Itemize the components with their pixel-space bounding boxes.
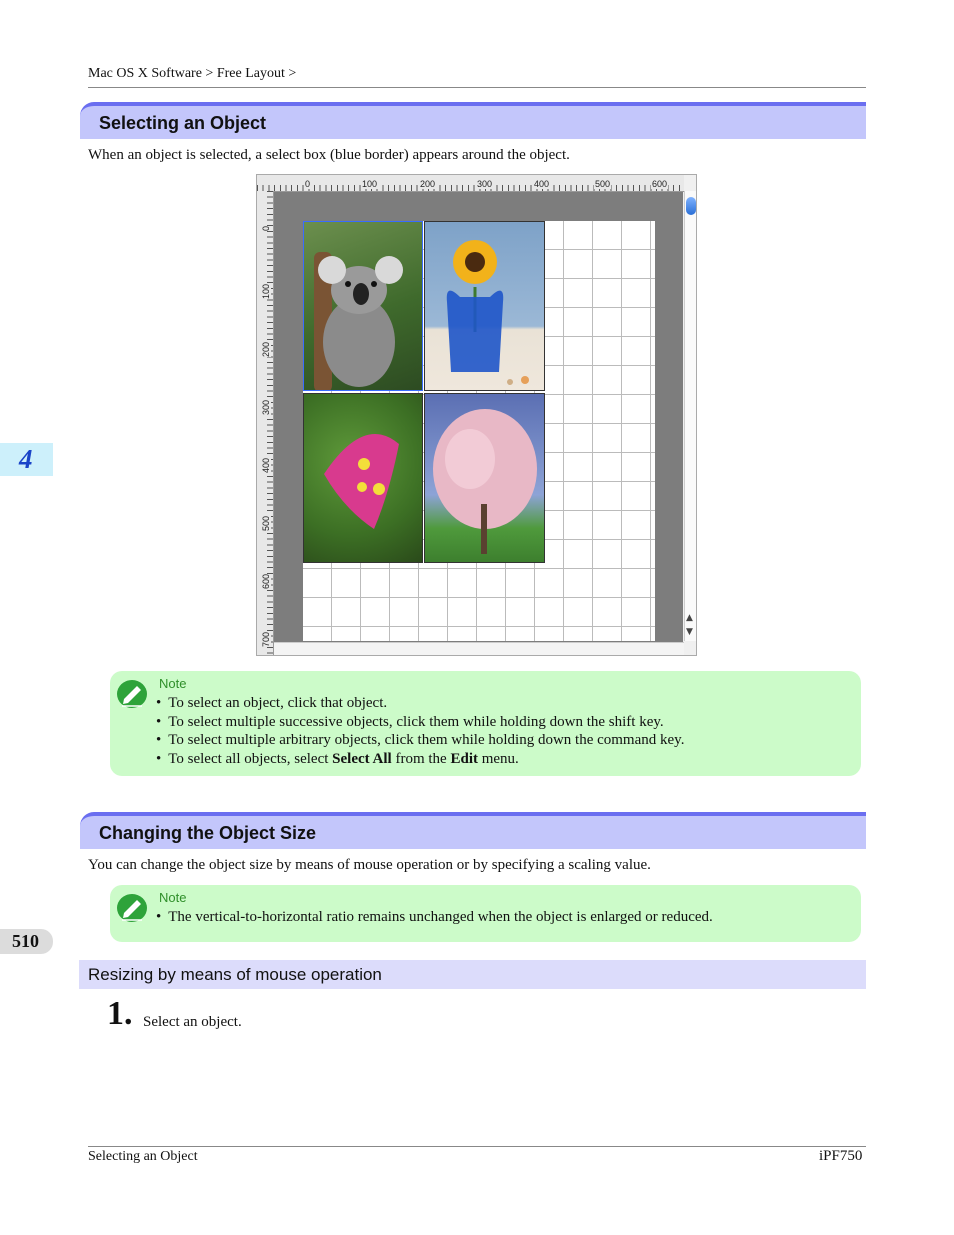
chapter-number: 4 <box>19 444 33 474</box>
section-title: Selecting an Object <box>99 113 267 133</box>
note-item-select-all: • To select all objects, select Select All from the Edit menu. <box>156 750 684 769</box>
menu-command-select-all: Select All <box>332 750 392 767</box>
note-item: • To select multiple successive objects, click them while holding down the shift key. <box>156 713 684 732</box>
step-text: Select an object. <box>143 1014 242 1030</box>
ruler-tick-label: 100 <box>362 179 378 189</box>
ruler-tick-label: 500 <box>261 515 271 531</box>
pencil-note-icon <box>116 679 148 709</box>
section-heading-selecting <box>80 102 866 139</box>
ruler-tick-label: 200 <box>420 179 436 189</box>
horizontal-scrollbar[interactable] <box>274 642 684 656</box>
note-box <box>110 671 861 776</box>
scroll-thumb[interactable] <box>686 197 696 215</box>
subsection-title: Resizing by means of mouse operation <box>88 965 382 984</box>
note-box <box>110 885 861 942</box>
note-item: • The vertical-to-horizontal ratio remains unchanged when the object is enlarged or reduced. <box>156 908 713 927</box>
vertical-ruler <box>257 191 274 656</box>
free-layout-screenshot <box>256 174 697 656</box>
ruler-tick-label: 400 <box>261 457 271 473</box>
footer-model-name: iPF750 <box>819 1148 863 1164</box>
page-number: 510 <box>12 931 39 951</box>
footer-rule <box>88 1146 866 1147</box>
subsection-heading <box>79 960 866 989</box>
photo-cherry-tree[interactable] <box>424 393 545 563</box>
sunflower-image <box>425 222 545 391</box>
ruler-tick-label: 300 <box>261 399 271 415</box>
note-list <box>156 908 713 927</box>
note-item: • To select an object, click that object. <box>156 694 684 713</box>
photo-bougainvillea[interactable] <box>303 393 423 563</box>
koala-image <box>304 222 423 391</box>
cherry-tree-image <box>425 394 545 563</box>
layout-paper[interactable] <box>303 221 655 641</box>
note-item: • To select multiple arbitrary objects, click them while holding down the command key. <box>156 731 684 750</box>
section-intro: When an object is selected, a select box (blue border) appears around the object. <box>88 147 570 163</box>
ruler-tick-label: 200 <box>261 341 271 357</box>
step-number: 1. <box>107 995 133 1032</box>
photo-sunflower[interactable] <box>424 221 545 391</box>
scroll-down-arrow-icon[interactable]: ▼ <box>686 627 693 637</box>
pencil-note-icon <box>116 893 148 923</box>
footer-section-name: Selecting an Object <box>88 1149 198 1164</box>
chapter-tab <box>0 443 53 476</box>
photo-koala[interactable] <box>303 221 423 391</box>
scroll-up-arrow-icon[interactable]: ▲ <box>686 613 693 623</box>
bougainvillea-image <box>304 394 423 563</box>
ruler-tick-label: 0 <box>305 179 311 189</box>
section-intro: You can change the object size by means of mouse operation or by specifying a scaling value. <box>88 857 651 873</box>
menu-name-edit: Edit <box>450 750 478 767</box>
ruler-tick-label: 400 <box>534 179 550 189</box>
ruler-tick-label: 600 <box>261 573 271 589</box>
section-heading-changing-size <box>80 812 866 849</box>
header-rule <box>88 87 866 88</box>
ruler-tick-label: 500 <box>595 179 611 189</box>
page-number-tab <box>0 929 53 954</box>
note-label: Note <box>159 676 187 691</box>
horizontal-ruler <box>257 175 684 192</box>
section-title: Changing the Object Size <box>99 823 317 843</box>
ruler-tick-label: 100 <box>261 283 271 299</box>
ruler-tick-label: 300 <box>477 179 493 189</box>
vertical-scrollbar[interactable] <box>684 191 697 641</box>
ruler-tick-label: 600 <box>652 179 668 189</box>
note-list <box>156 694 684 768</box>
breadcrumb: Mac OS X Software > Free Layout > <box>88 66 297 81</box>
ruler-tick-label: 700 <box>261 631 271 647</box>
ruler-tick-label: 0 <box>261 225 271 231</box>
note-label: Note <box>159 890 187 905</box>
